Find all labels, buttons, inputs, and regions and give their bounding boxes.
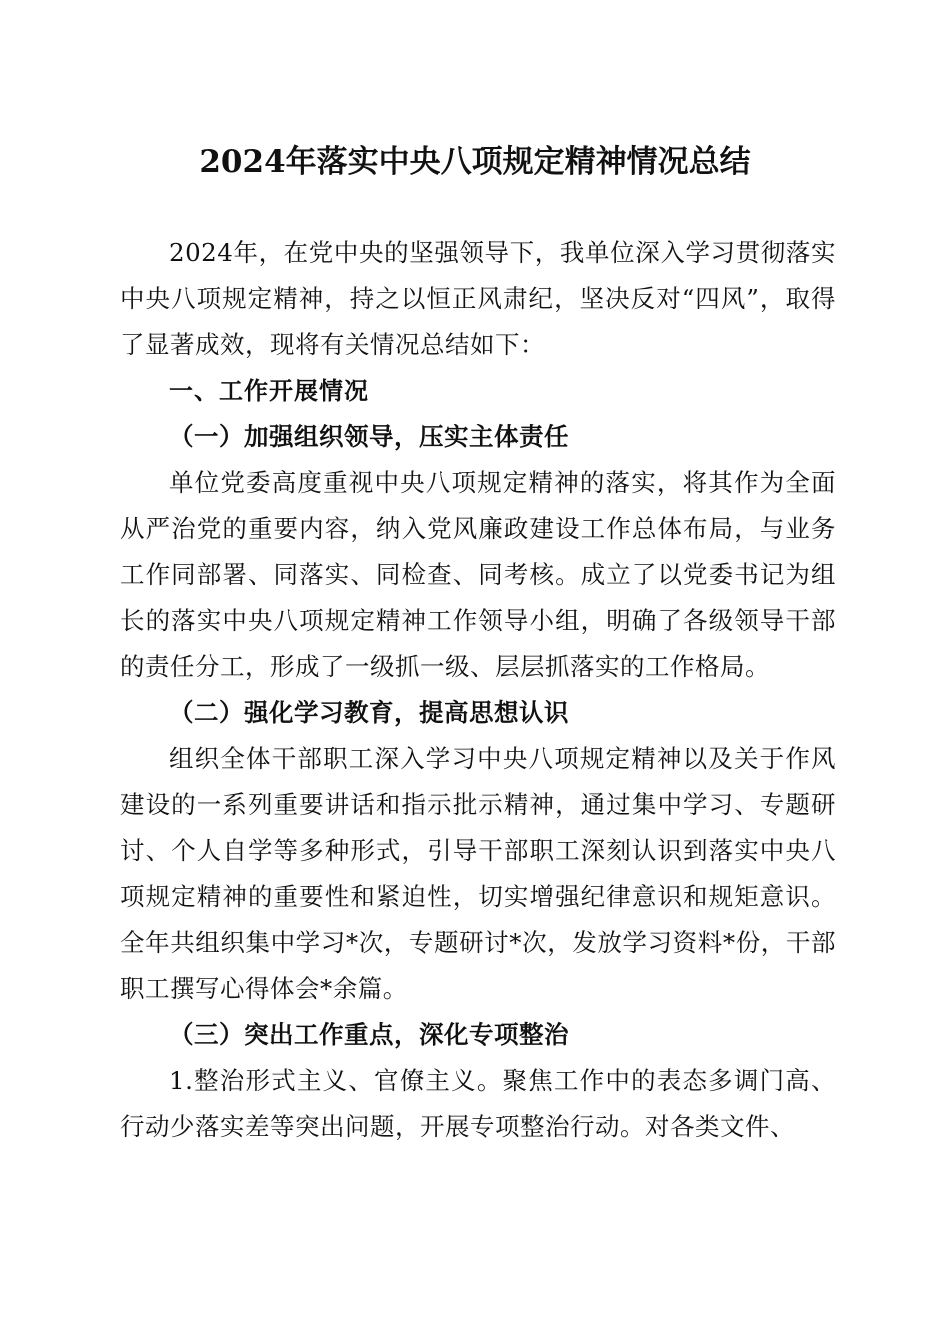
section-heading-work-progress: 一、工作开展情况 [169, 377, 369, 405]
document-title: 2024年落实中央八项规定精神情况总结 [199, 144, 751, 180]
subsection-heading-2: （二）强化学习教育，提高思想认识 [169, 698, 569, 727]
document-body [120, 230, 836, 1150]
subsection-body-1: 单位党委高度重视中央八项规定精神的落实，将其作为全面从严治党的重要内容，纳入党风廉政建设工作总体布局，与业务工作同部署、同落实、同检查、同考核。成立了以党委书记为组长的落实中央八项规定精神工作领导小组，明确了各级领导干部的责任分工，形成了一级抓一级、层层抓落实的工作格局。 [120, 468, 836, 681]
intro-paragraph: 2024年，在党中央的坚强领导下，我单位深入学习贯彻落实中央八项规定精神，持之以恒正风肃纪，坚决反对“四风”，取得了显著成效，现将有关情况总结如下： [120, 238, 836, 359]
subsection-item-1: 1.整治形式主义、官僚主义。聚焦工作中的表态多调门高、行动少落实差等突出问题，开展专项整治行动。对各类文件、 [120, 1066, 836, 1141]
subsection-heading-1: （一）加强组织领导，压实主体责任 [169, 422, 569, 451]
subsection-body-2: 组织全体干部职工深入学习中央八项规定精神以及关于作风建设的一系列重要讲话和指示批示精神，通过集中学习、专题研讨、个人自学等多种形式，引导干部职工深刻认识到落实中央八项规定精神的重要性和紧迫性，切实增强纪律意识和规矩意识。全年共组织集中学习*次，专题研讨*次，发放学习资料*份，干部职工撰写心得体会*余篇。 [120, 744, 836, 1003]
subsection-heading-3: （三）突出工作重点，深化专项整治 [169, 1020, 569, 1049]
